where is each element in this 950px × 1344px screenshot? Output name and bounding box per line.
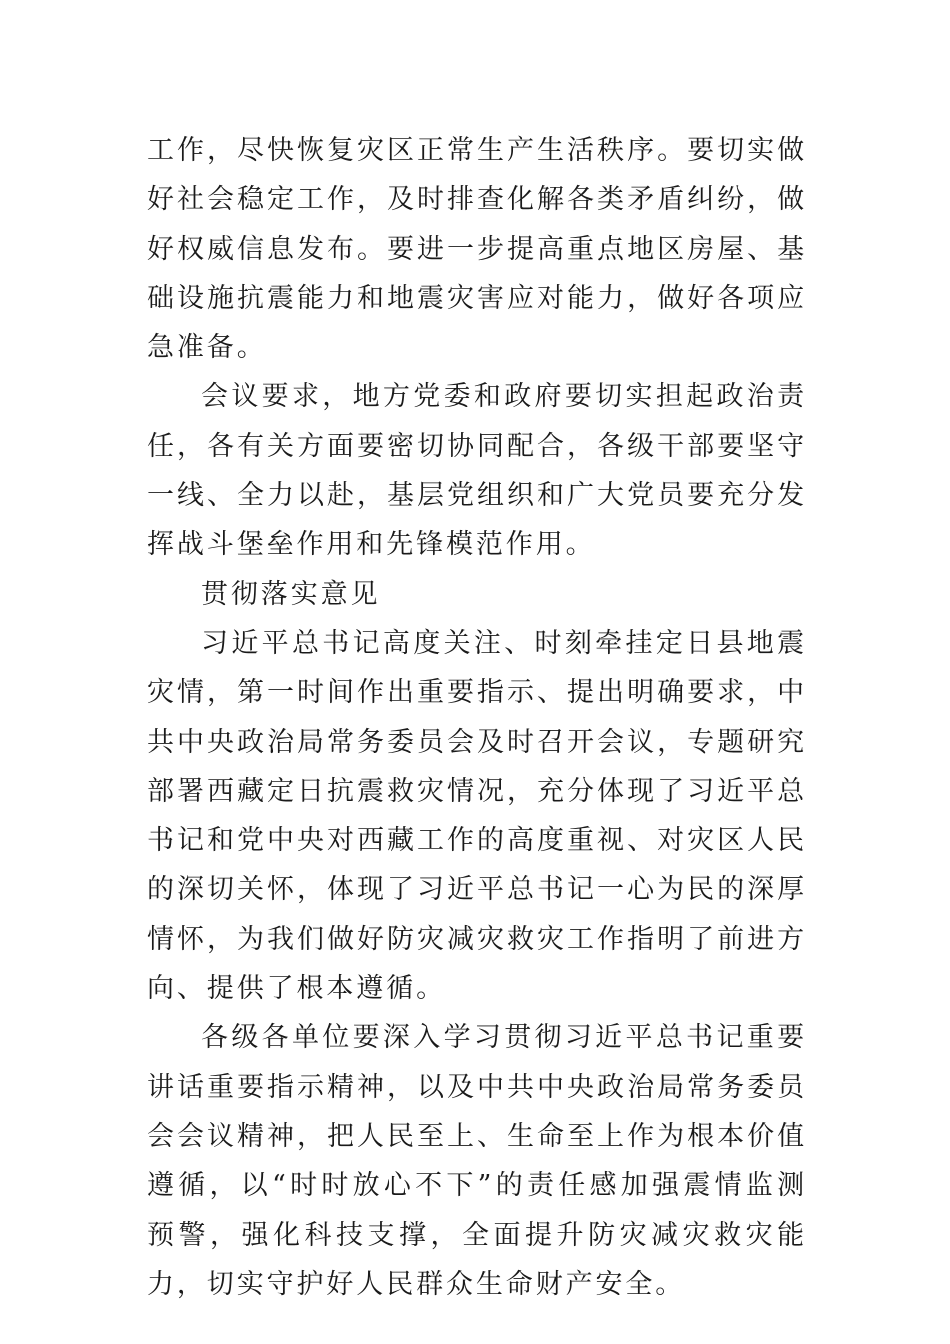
paragraph-continued: 工作，尽快恢复灾区正常生产生活秩序。要切实做好社会稳定工作，及时排查化解各类矛盾纠纷，做好权威信息发布。要进一步提高重点地区房屋、基础设施抗震能力和地震灾害应对能力，做好各项应急准备。 [147, 135, 807, 364]
paragraph-meeting-requirements: 会议要求，地方党委和政府要切实担起政治责任，各有关方面要密切协同配合，各级干部要坚守一线、全力以赴，基层党组织和广大党员要充分发挥战斗堡垒作用和先锋模范作用。 [147, 381, 807, 561]
paragraph-implementation-2: 各级各单位要深入学习贯彻习近平总书记重要讲话重要指示精神，以及中共中央政治局常务委员会会议精神，把人民至上、生命至上作为根本价值遵循，以“时时放心不下”的责任感加强震情监测预警，强化科技支撑，全面提升防灾减灾救灾能力，切实守护好人民群众生命财产安全。 [147, 1022, 807, 1300]
document-body [147, 126, 807, 1309]
section-heading: 贯彻落实意见 [201, 578, 381, 610]
paragraph-implementation-1: 习近平总书记高度关注、时刻牵挂定日县地震灾情，第一时间作出重要指示、提出明确要求，中共中央政治局常务委员会及时召开会议，专题研究部署西藏定日抗震救灾情况，充分体现了习近平总书记和党中央对西藏工作的高度重视、对灾区人民的深切关怀，体现了习近平总书记一心为民的深厚情怀，为我们做好防灾减灾救灾工作指明了前进方向、提供了根本遵循。 [147, 627, 807, 1005]
